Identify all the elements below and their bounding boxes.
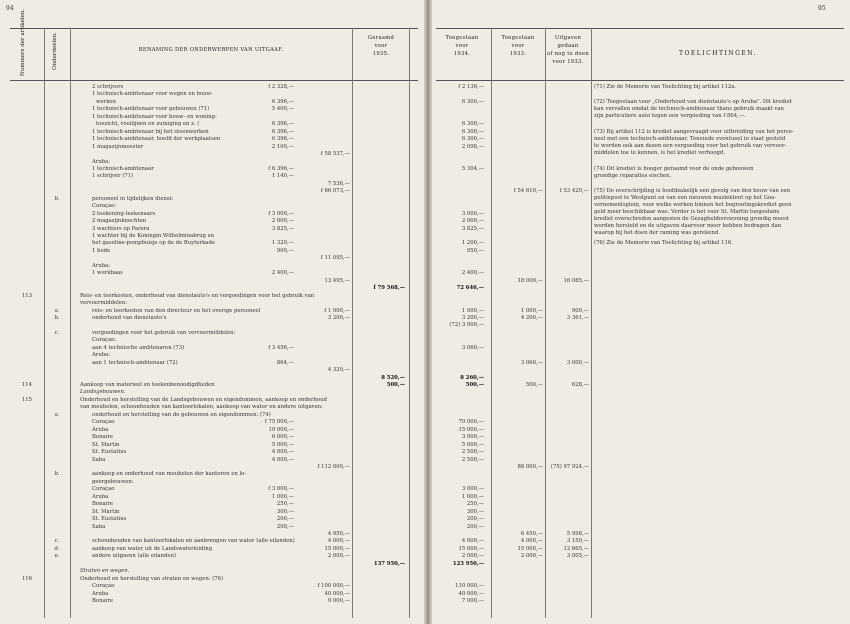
table-row xyxy=(0,509,850,516)
header-nummers: Nummers der artikelen. xyxy=(20,8,26,76)
text-cell: 1 technisch-ambtenaar, hoofd der werkplaatsen xyxy=(92,136,221,143)
text-cell: onderhoud van dienstauto's xyxy=(92,314,167,321)
u-cell: (75) 97 924,— xyxy=(550,463,589,470)
table-row xyxy=(0,308,850,315)
note-item xyxy=(594,240,844,247)
text-cell: toezicht, rooilijnen en zuiniging en z. ( xyxy=(96,121,200,128)
sub-cell: e. xyxy=(54,553,60,560)
note-line: (75) De overschrijding is hoofdzakelijk een gevolg van den bouw van een xyxy=(594,188,791,195)
header-geraamd xyxy=(354,34,408,58)
table-row xyxy=(0,181,850,188)
b1-cell: 2 000,— xyxy=(271,218,294,225)
table-row xyxy=(0,434,850,441)
b2-cell: f 112 000,— xyxy=(317,463,350,470)
sub-cell: b. xyxy=(54,314,60,321)
text-cell: Saba xyxy=(92,456,106,463)
t2-cell: 3 060,— xyxy=(520,359,543,366)
sub-cell: c. xyxy=(54,329,60,336)
t2-cell: 15 000,— xyxy=(517,545,543,552)
note-line: grondige reparaties eischen. xyxy=(594,172,672,179)
t1-cell: 7 000,— xyxy=(461,598,484,605)
b1-cell: 200,— xyxy=(276,516,294,523)
sub-cell: b. xyxy=(54,195,60,202)
table-row xyxy=(0,300,850,307)
table-row xyxy=(0,352,850,359)
note-line: vernementsplein, voor welke werken binnen het begrootingskrediet geen xyxy=(594,202,792,209)
u-cell: 3 000,— xyxy=(566,359,589,366)
t1-cell: 70 000,— xyxy=(458,419,484,426)
text-cell: Onderhoud en herstelling van de Landsgebouwen en eigendommen, aankoop en onderhoud xyxy=(80,396,327,403)
text-cell: St. Martin xyxy=(92,441,120,448)
gr-cell: 8 520,— xyxy=(381,374,405,381)
header-line: Toegestaan xyxy=(501,35,535,41)
table-row xyxy=(0,397,850,404)
text-cell: Saba xyxy=(92,523,106,530)
text-cell: Curaçao xyxy=(92,583,115,590)
t1-cell: 6 300,— xyxy=(461,136,484,143)
t1-cell: 5 304,— xyxy=(461,165,484,172)
b2-cell: 4 320,— xyxy=(327,367,350,374)
b1-cell: 6 396,— xyxy=(271,128,294,135)
header-toelichtingen: TOELICHTINGEN. xyxy=(678,50,758,57)
t1-cell: 2 098,— xyxy=(461,143,484,150)
text-cell: 1 werkbaas xyxy=(92,270,123,277)
t1-cell: 3 000,— xyxy=(461,434,484,441)
note-line: krediet overschreden aangezien de Gezaghebberswoning grondig moest xyxy=(594,216,789,223)
text-cell: geergebouwen: xyxy=(92,478,134,485)
table-row xyxy=(0,248,850,255)
b1-cell: 250,— xyxy=(276,501,294,508)
b1-cell: f 3 456,— xyxy=(268,344,294,351)
gr-cell: 500,— xyxy=(386,382,405,388)
b1-cell: 6 396,— xyxy=(271,98,294,105)
b2-cell: 4 950,— xyxy=(327,531,350,537)
note-line: (73) Bij artikel 112 is krediet aangevraagd voor uitbreiding van het perso- xyxy=(594,128,794,135)
header-line: 1933. xyxy=(509,51,527,57)
b1-cell: f 3 000,— xyxy=(268,210,294,217)
t1-cell: 250,— xyxy=(466,501,484,508)
left-page-number: 94 xyxy=(6,5,14,12)
b1-cell: 6 396,— xyxy=(271,136,294,143)
b1-cell: 2 400,— xyxy=(271,270,294,277)
table-row xyxy=(0,278,850,285)
t2-cell: 1 000,— xyxy=(520,307,543,314)
header-line: gedaan xyxy=(557,43,579,49)
t2-cell: 4 000,— xyxy=(520,538,543,545)
t1-cell: 3 200,— xyxy=(461,314,484,321)
num-cell: 114 xyxy=(21,382,33,388)
text-cell: 3 wachters op Parera xyxy=(92,225,150,232)
header-line: voor 1933. xyxy=(552,59,584,65)
b1-cell: 4 000,— xyxy=(271,456,294,463)
note-item xyxy=(594,84,844,91)
header-line: Toegestaan xyxy=(445,35,479,41)
header-toegestaan-1933 xyxy=(492,34,544,58)
header-geraamd-line: Geraamd xyxy=(367,35,395,41)
table-row xyxy=(0,389,850,396)
note-line: waarop bij het doen der raming was gerekend. xyxy=(594,230,720,237)
t2-cell: 18 000,— xyxy=(517,277,543,284)
t1-cell: 1 000,— xyxy=(461,307,484,314)
t1-cell: 200,— xyxy=(466,516,484,523)
table-row xyxy=(0,404,850,411)
table-row xyxy=(0,375,850,382)
u-cell: 3 150,— xyxy=(566,538,589,545)
table-row xyxy=(0,471,850,478)
t2-cell: 6 450,— xyxy=(520,531,543,537)
text-cell: 1 technisch-ambtenaar xyxy=(92,165,154,172)
text-cell: Curaçao: xyxy=(92,337,117,344)
text-cell: St. Eustatius xyxy=(92,449,127,456)
table-row xyxy=(0,91,850,98)
t1-cell: 3 825,— xyxy=(461,225,484,232)
b1-cell: f 75 000,— xyxy=(264,419,294,426)
text-cell: 1 bode xyxy=(92,247,111,254)
table-row xyxy=(0,494,850,501)
table-row xyxy=(0,121,850,128)
table-row xyxy=(0,538,850,545)
num-cell: 115 xyxy=(21,396,33,403)
table-row xyxy=(0,546,850,553)
t1-cell: 40 000,— xyxy=(458,590,484,597)
b2-cell: 13 495,— xyxy=(324,277,350,284)
t1-cell: 6 300,— xyxy=(461,121,484,128)
header-geraamd-line: 1935. xyxy=(372,51,390,57)
t1-cell: 15 000,— xyxy=(458,545,484,552)
right-page-number: 95 xyxy=(818,5,826,12)
t1-cell: 1 000,— xyxy=(461,493,484,500)
note-line: middelen toe te kennen, is het krediet verhoogd. xyxy=(594,149,725,156)
table-row xyxy=(0,486,850,493)
b2-cell: f 11 095,— xyxy=(320,255,350,262)
table-row xyxy=(0,464,850,471)
t1-cell: (72) 3 000,— xyxy=(449,322,484,329)
text-cell: Aruba xyxy=(92,590,109,597)
table-row xyxy=(0,553,850,560)
note-line: geld meer beschikbaar was. Verder is het voor St. Martin toegestane xyxy=(594,209,780,216)
text-cell: aan 1 technisch-ambtenaar (72) xyxy=(92,359,178,366)
b1-cell: 6 000,— xyxy=(271,434,294,441)
header-bottom-rule-right xyxy=(436,80,844,81)
t1-cell: 2 500,— xyxy=(461,449,484,456)
table-row xyxy=(0,159,850,166)
header-benaming: BENAMING DER ONDERWERPEN VAN UITGAAF. xyxy=(138,47,284,53)
text-cell: Bonaire xyxy=(92,434,114,441)
table-row xyxy=(0,263,850,270)
t1-cell: 72 646,— xyxy=(456,285,484,292)
t1-cell: 2 400,— xyxy=(461,270,484,277)
text-cell: Aruba: xyxy=(92,158,111,165)
sub-cell: a. xyxy=(54,411,60,418)
t1-cell: 950,— xyxy=(466,247,484,254)
table-row xyxy=(0,524,850,531)
t1-cell: 15 000,— xyxy=(458,426,484,433)
text-cell: vergoedingen voor het gebruik van vervoermiddelen: xyxy=(92,329,236,336)
t1-cell: 4 000,— xyxy=(461,538,484,545)
text-cell: Landsgebouwen. xyxy=(80,389,126,396)
note-line: (71) Zie de Memorie van Toelichting bij artikel 112a. xyxy=(594,84,737,90)
table-row xyxy=(0,337,850,344)
t1-cell: 6 300,— xyxy=(461,128,484,135)
text-cell: personeel in tijdelijken dienst: xyxy=(92,195,174,202)
text-cell: andere uitgaven (alle eilanden) xyxy=(92,553,176,560)
note-item xyxy=(594,99,844,120)
table-row xyxy=(0,322,850,329)
table-row xyxy=(0,419,850,426)
text-cell: aankoop van water uit de Landswaterleiding xyxy=(92,545,213,552)
table-row xyxy=(0,501,850,508)
b1-cell: 900,— xyxy=(276,247,294,254)
text-cell: Straten en wegen. xyxy=(80,568,130,575)
b1-cell: 200,— xyxy=(276,523,294,530)
sub-cell: d. xyxy=(54,545,60,552)
note-item xyxy=(594,188,844,237)
header-bottom-rule xyxy=(10,80,418,81)
text-cell: Onderhoud en herstelling van straten en wegen: (76) xyxy=(80,575,224,582)
t1-cell: 2 500,— xyxy=(461,456,484,463)
u-cell: 900,— xyxy=(571,307,589,314)
t1-cell: 2 000,— xyxy=(461,553,484,560)
b1-cell: 1 140,— xyxy=(271,173,294,180)
table-row xyxy=(0,449,850,456)
text-cell: 2 schrijvers xyxy=(92,84,124,90)
header-line: Uitgaven xyxy=(554,35,582,41)
text-cell: Bonaire xyxy=(92,501,114,508)
t2-cell: 500,— xyxy=(525,382,543,388)
text-cell: St. Martin xyxy=(92,508,120,515)
note-line: worden hersteld en de uitgaven daarvoor meer hebben bedragen dan xyxy=(594,223,782,230)
table-row xyxy=(0,360,850,367)
b1-cell: 3 825,— xyxy=(271,225,294,232)
text-cell: Aruba: xyxy=(92,352,111,359)
table-row xyxy=(0,457,850,464)
note-line: kan vervallen omdat de technisch-ambtenaar thans gebruik maakt van xyxy=(594,105,784,112)
t1-cell: 500,— xyxy=(465,382,484,388)
b2-cell: 4 000,— xyxy=(327,538,350,545)
note-line: zijn particuliere auto tegen een vergoeding van f 864,—. xyxy=(594,112,746,119)
header-top-rule xyxy=(10,28,418,29)
t1-cell: 110 000,— xyxy=(455,583,484,590)
sub-cell: c. xyxy=(54,538,60,545)
text-cell: Curaçao: xyxy=(92,203,117,210)
t2-cell: f 54 610,— xyxy=(513,188,543,195)
b2-cell: 7 536,— xyxy=(327,180,350,187)
text-cell: 1 technisch-ambtenaar voor bouw- en woning- xyxy=(92,113,217,120)
b2-cell: f 58 537,— xyxy=(320,151,350,158)
t1-cell: 3 000,— xyxy=(461,210,484,217)
note-line: te worden ook aan dezen een vergoeding voor het gebruik van vervoer- xyxy=(594,142,787,149)
b1-cell: 1 000,— xyxy=(271,493,294,500)
b2-cell: f 1 000,— xyxy=(324,307,350,314)
b1-cell: f 3 000,— xyxy=(268,486,294,493)
table-row xyxy=(0,531,850,538)
text-cell: het gasoline-pompbuisje op de de Ruyterkade xyxy=(92,240,215,247)
u-cell: f 53 420,— xyxy=(559,188,589,195)
text-cell: Curaçao xyxy=(92,419,115,426)
t1-cell: 3 000,— xyxy=(461,486,484,493)
text-cell: werken xyxy=(96,98,116,105)
table-row xyxy=(0,516,850,523)
text-cell: St. Eustatius xyxy=(92,516,127,523)
gr-cell: 137 950,— xyxy=(373,560,405,567)
table-row xyxy=(0,583,850,590)
text-cell: 2 magazijnknechten xyxy=(92,218,147,225)
text-cell: Aruba: xyxy=(92,262,111,269)
table-row xyxy=(0,479,850,486)
text-cell: Aruba xyxy=(92,493,109,500)
text-cell: schoonhouden van kantoorlokalen en aanbrengen van water (alle eilanden) xyxy=(92,538,295,545)
table-row xyxy=(0,367,850,374)
b2-cell: f 66 073,— xyxy=(320,188,350,195)
b1-cell: 5 000,— xyxy=(271,441,294,448)
text-cell: 1 technisch-ambtenaar voor wegen en bouw- xyxy=(92,91,213,98)
text-cell: aan 4 technische ambtenaren (73) xyxy=(92,344,185,351)
sub-cell: b. xyxy=(54,471,60,478)
header-top-rule-right xyxy=(436,28,844,29)
b1-cell: f 6 396,— xyxy=(268,165,294,172)
t1-cell: 8 260,— xyxy=(460,374,484,381)
note-line: neel met een technisch-ambtenaar. Teneinde eventueel in staat gesteld xyxy=(594,135,786,142)
header-line: 1934. xyxy=(453,51,471,57)
note-line: politiepost te Westpunt en van een nieuwen muziektent op het Gou- xyxy=(594,195,777,202)
text-cell: aankoop en onderhoud van meubelen der kantoren en lo- xyxy=(92,471,247,478)
header-line: voor xyxy=(455,43,469,49)
b1-cell: 5 400,— xyxy=(271,106,294,113)
u-cell: 3 361,— xyxy=(566,314,589,321)
b2-cell: 3 200,— xyxy=(327,314,350,321)
gr-cell: f 79 568,— xyxy=(373,285,405,292)
t1-cell: 2 000,— xyxy=(461,218,484,225)
t1-cell: 300,— xyxy=(466,508,484,515)
t1-cell: f 2 136,— xyxy=(458,84,484,90)
text-cell: 1 technisch-ambtenaar bij het steenwerken xyxy=(92,128,209,135)
b1-cell: 300,— xyxy=(276,508,294,515)
t1-cell: 200,— xyxy=(466,523,484,530)
text-cell: Aruba xyxy=(92,426,109,433)
text-cell: van meubelen, schoonhouden van kantoorlokalen, aankoop van water en andere uitgaven: xyxy=(80,404,323,411)
num-cell: 113 xyxy=(21,292,33,299)
t1-cell: 1 200,— xyxy=(461,240,484,247)
num-cell: 116 xyxy=(21,575,33,582)
b2-cell: 15 000,— xyxy=(324,545,350,552)
table-row xyxy=(0,576,850,583)
table-row xyxy=(0,427,850,434)
b2-cell: 9 000,— xyxy=(327,598,350,605)
text-cell: 2 teekening-teekenaars xyxy=(92,210,156,217)
table-row xyxy=(0,255,850,262)
u-cell: 16 085,— xyxy=(563,277,589,284)
text-cell: 1 magazijnmeester xyxy=(92,143,144,150)
t2-cell: 2 000,— xyxy=(520,553,543,560)
t1-cell: 3 060,— xyxy=(461,344,484,351)
header-line: of nog te doen xyxy=(547,51,589,57)
text-cell: Aankoop van materieel en teekenbenoodigdheden xyxy=(80,382,215,388)
b2-cell: 40 000,— xyxy=(324,590,350,597)
text-cell: 1 wachter bij de Koningin Wilhelminabrug en xyxy=(92,233,215,239)
text-cell: Curaçao xyxy=(92,486,115,493)
b1-cell: 4 000,— xyxy=(271,449,294,456)
b1-cell: 19 000,— xyxy=(268,426,294,433)
table-row xyxy=(0,598,850,605)
b2-cell: 2 000,— xyxy=(327,553,350,560)
table-row xyxy=(0,442,850,449)
note-line: (76) Zie de Memorie van Toelichting bij artikel 116. xyxy=(594,240,733,247)
text-cell: Reis- en teerkosten, onderhoud van dienstauto's en vergoedingen voor het gebruik van xyxy=(80,292,315,299)
t1-cell: 123 950,— xyxy=(452,560,484,567)
table-row xyxy=(0,561,850,568)
header-toegestaan-1934 xyxy=(434,34,490,58)
table-row xyxy=(0,382,850,389)
text-cell: 1 technisch-ambtenaar voor gebouwen (71) xyxy=(92,106,210,113)
header-line: voor xyxy=(511,43,525,49)
b1-cell: 2 100,— xyxy=(271,143,294,150)
header-onderdeelen: Onderdeelen. xyxy=(52,32,58,70)
table-row xyxy=(0,412,850,419)
u-cell: 3 005,— xyxy=(566,553,589,560)
t2-cell: 88 000,— xyxy=(517,463,543,470)
text-cell: onderhoud en herstelling van de gebouwen en eigendommen: (74) xyxy=(92,411,271,418)
b1-cell: 1 320,— xyxy=(271,240,294,247)
table-row xyxy=(0,330,850,337)
table-row xyxy=(0,568,850,575)
header-geraamd-line: voor xyxy=(374,43,388,49)
u-cell: 12 665,— xyxy=(563,545,589,552)
note-line: (74) Dit krediet is hooger geraamd voor de onde gebouwen xyxy=(594,165,754,172)
t1-cell: 5 000,— xyxy=(461,441,484,448)
text-cell: Bonaire xyxy=(92,598,114,605)
note-item xyxy=(594,129,844,157)
text-cell: vervoermiddelen: xyxy=(80,300,128,307)
t1-cell: 6 300,— xyxy=(461,98,484,105)
text-cell: reis- en teerkosten van den directeur en het overige personeel xyxy=(92,307,261,314)
table-row xyxy=(0,285,850,292)
b2-cell: f 100 000,— xyxy=(317,583,350,590)
table-row xyxy=(0,315,850,322)
table-row xyxy=(0,345,850,352)
table-row xyxy=(0,270,850,277)
sub-cell: a. xyxy=(54,307,60,314)
u-cell: 5 998,— xyxy=(566,531,589,537)
header-uitgaven xyxy=(545,34,591,66)
text-cell: 1 schrijver (71) xyxy=(92,173,134,180)
b1-cell: 864,— xyxy=(276,359,294,366)
b1-cell: f 2 328,— xyxy=(268,84,294,90)
b1-cell: 6 396,— xyxy=(271,121,294,128)
u-cell: 628,— xyxy=(571,382,589,388)
note-line: (72) Toegestaan voor „Onderhoud van dienstauto's op Aruba". Dit krediet xyxy=(594,98,792,105)
table-row xyxy=(0,591,850,598)
t2-cell: 4 200,— xyxy=(520,314,543,321)
table-row xyxy=(0,293,850,300)
note-item xyxy=(594,166,844,180)
